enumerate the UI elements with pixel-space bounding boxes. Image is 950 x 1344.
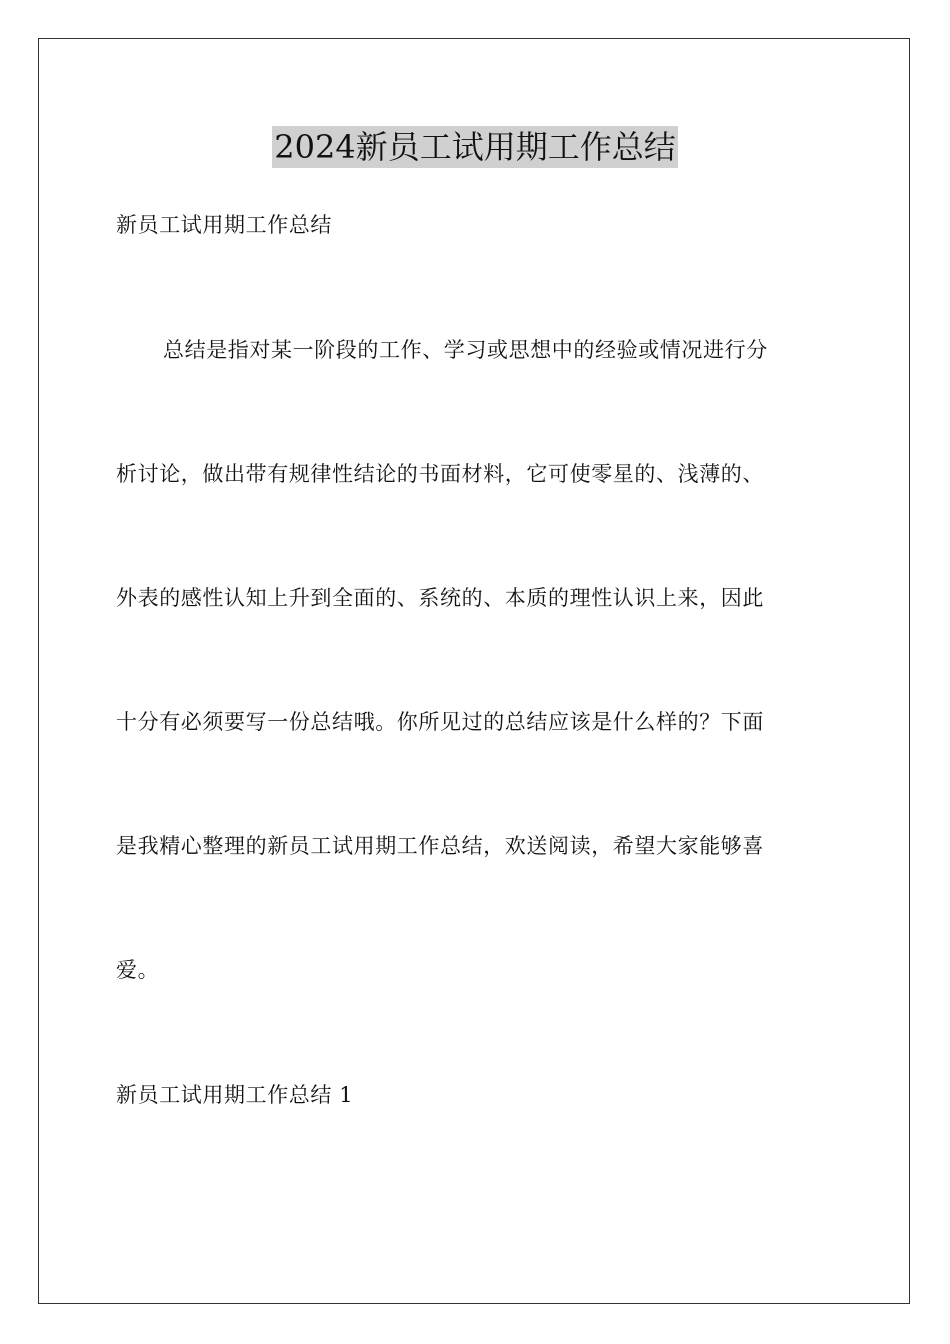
paragraph-line: 总结是指对某一阶段的工作、学习或思想中的经验或情况进行分 [163,338,768,362]
section-heading: 新员工试用期工作总结 1 [116,1083,354,1107]
paragraph-line: 十分有必须要写一份总结哦。你所见过的总结应该是什么样的？下面 [116,710,764,734]
document-subtitle: 新员工试用期工作总结 [116,213,332,237]
document-title-text: 2024新员工试用期工作总结 [274,128,676,166]
paragraph-line: 爱。 [116,958,160,982]
paragraph-line: 外表的感性认知上升到全面的、系统的、本质的理性认识上来，因此 [116,586,764,610]
paragraph-line: 析讨论，做出带有规律性结论的书面材料，它可使零星的、浅薄的、 [116,462,764,486]
document-title [0,126,950,168]
paragraph-line: 是我精心整理的新员工试用期工作总结，欢送阅读，希望大家能够喜 [116,834,764,858]
